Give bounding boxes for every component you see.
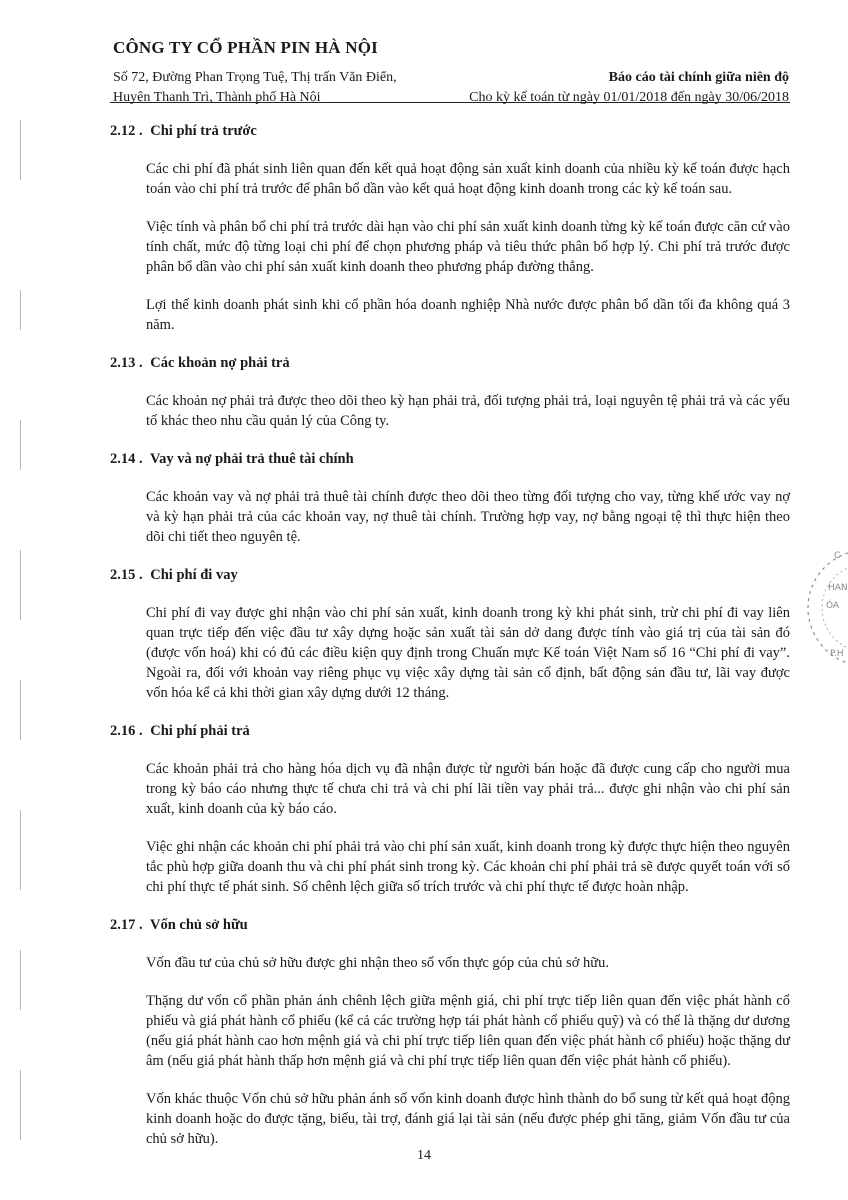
section-heading xyxy=(110,353,790,373)
paragraph: Thặng dư vốn cổ phần phản ánh chênh lệch giữa mệnh giá, chi phí trực tiếp liên quan đến việc phát hành cổ phiếu và giá phát hành cổ phiếu (kể cả các trường hợp tái phát hành cổ phiếu quỹ) và có thể là thặng dư dương (nếu giá phát hành cao hơn mệnh giá và chi phí trực tiếp liên quan đến việc phát hành cổ phiếu) hoặc thặng dư âm (nếu giá phát hành thấp hơn mệnh giá và chi phí trực tiếp liên quan đến việc phát hành cổ phiếu). xyxy=(146,993,790,1069)
section-title: Vốn chủ sở hữu xyxy=(150,917,248,933)
section-heading xyxy=(110,915,790,935)
section-2-12 xyxy=(110,121,790,335)
paragraph: Lợi thế kinh doanh phát sinh khi cổ phần hóa doanh nghiệp Nhà nước được phân bổ dần tối đa không quá 3 năm. xyxy=(146,297,790,333)
svg-text:HAN: HAN xyxy=(828,583,848,593)
address-line-2: Huyện Thanh Trì, Thành phố Hà Nội xyxy=(113,90,321,105)
report-period: Cho kỳ kế toán từ ngày 01/01/2018 đến ngày 30/06/2018 xyxy=(469,90,789,105)
section-heading xyxy=(110,565,790,585)
company-name: CÔNG TY CỔ PHẦN PIN HÀ NỘI xyxy=(113,38,378,57)
scan-margin-marks xyxy=(20,120,22,1160)
paragraph: Các khoản vay và nợ phải trả thuê tài chính được theo dõi theo từng đối tượng cho vay, từng khế ước vay nợ và kỳ hạn phải trả của các khoản vay, nợ thuê tài chính. Trường hợp vay, nợ bằng ngoại tệ thì thực hiện theo dõi chi tiết theo nguyên tệ. xyxy=(146,489,790,545)
section-title: Chi phí đi vay xyxy=(150,567,238,583)
header-row-2 xyxy=(113,88,789,108)
section-heading xyxy=(110,121,790,141)
section-heading xyxy=(110,449,790,469)
section-number: 2.14 . xyxy=(110,451,143,467)
paragraph: Các chi phí đã phát sinh liên quan đến kết quả hoạt động sản xuất kinh doanh của nhiều kỳ kế toán được hạch toán vào chi phí trả trước để phân bổ dần vào kết quả hoạt động kinh doanh trong các kỳ kế toán sau. xyxy=(146,161,790,197)
paragraph: Các khoản nợ phải trả được theo dõi theo kỳ hạn phải trả, đối tượng phải trả, loại nguyên tệ phải trả và các yếu tố khác theo nhu cầu quản lý của Công ty. xyxy=(146,393,790,429)
paragraph: Việc ghi nhận các khoản chi phí phải trả vào chi phí sản xuất, kinh doanh trong kỳ được thực hiện theo nguyên tắc phù hợp giữa doanh thu và chi phí phát sinh trong kỳ. Các khoản chi phí phải trả sẽ được quyết toán với số chi phí thực tế phát sinh. Số chênh lệch giữa số trích trước và chi phí thực tế được hoàn nhập. xyxy=(146,839,790,895)
svg-text:ÓA: ÓA xyxy=(826,601,840,611)
section-title: Vay và nợ phải trả thuê tài chính xyxy=(150,451,354,467)
section-2-17 xyxy=(110,915,790,1149)
section-number: 2.15 . xyxy=(110,567,143,583)
section-title: Chi phí phải trả xyxy=(150,723,250,739)
section-heading xyxy=(110,721,790,741)
section-number: 2.13 . xyxy=(110,355,143,371)
section-number: 2.17 . xyxy=(110,917,143,933)
page-header xyxy=(113,38,789,108)
header-row-1 xyxy=(113,68,789,88)
paragraph: Chi phí đi vay được ghi nhận vào chi phí sản xuất, kinh doanh trong kỳ khi phát sinh, trừ chi phí đi vay liên quan trực tiếp đến việc đầu tư xây dựng hoặc sản xuất tài sản dở dang được tính vào giá trị của tài sản đó (được vốn hoá) khi có đủ các điều kiện quy định trong Chuẩn mực Kế toán Việt Nam số 16 “Chi phí đi vay”. Ngoài ra, đối với khoản vay riêng phục vụ việc xây dựng tài sản cố định, bất động sản đầu tư, lãi vay được vốn hóa kể cả khi thời gian xây dựng dưới 12 tháng. xyxy=(146,605,790,701)
svg-text:P.H: P.H xyxy=(830,649,844,659)
section-number: 2.12 . xyxy=(110,123,143,139)
paragraph: Việc tính và phân bổ chi phí trả trước dài hạn vào chi phí sản xuất kinh doanh từng kỳ kế toán được căn cứ vào tính chất, mức độ từng loại chi phí để chọn phương pháp và tiêu thức phân bổ hợp lý. Chi phí trả trước được phân bổ dần vào chi phí sản xuất kinh doanh theo phương pháp đường thẳng. xyxy=(146,219,790,275)
address-line-1: Số 72, Đường Phan Trọng Tuệ, Thị trấn Văn Điển, xyxy=(113,70,397,85)
svg-text:C: C xyxy=(834,551,841,561)
section-2-14 xyxy=(110,449,790,547)
partial-company-stamp-icon xyxy=(806,528,848,688)
paragraph: Vốn khác thuộc Vốn chủ sở hữu phản ánh số vốn kinh doanh được hình thành do bổ sung từ kết quả hoạt động kinh doanh hoặc do được tặng, biếu, tài trợ, đánh giá lại tài sản (nếu được phép ghi tăng, giảm Vốn đầu tư của chủ sở hữu). xyxy=(146,1091,790,1147)
paragraph: Vốn đầu tư của chủ sở hữu được ghi nhận theo số vốn thực góp của chủ sở hữu. xyxy=(146,955,609,971)
section-2-13 xyxy=(110,353,790,431)
section-title: Các khoản nợ phải trả xyxy=(150,355,290,371)
document-body xyxy=(110,121,790,1167)
paragraph: Các khoản phải trả cho hàng hóa dịch vụ đã nhận được từ người bán hoặc đã được cung cấp cho người mua trong kỳ báo cáo nhưng thực tế chưa chi trả và chi phí lãi tiền vay phải trả... được ghi nhận vào chi phí sản xuất, kinh doanh của kỳ báo cáo. xyxy=(146,761,790,817)
report-title: Báo cáo tài chính giữa niên độ xyxy=(608,70,789,85)
section-2-16 xyxy=(110,721,790,897)
header-divider xyxy=(110,102,790,103)
page-number: 14 xyxy=(417,1148,431,1163)
section-2-15 xyxy=(110,565,790,703)
section-number: 2.16 . xyxy=(110,723,143,739)
section-title: Chi phí trả trước xyxy=(150,123,257,139)
